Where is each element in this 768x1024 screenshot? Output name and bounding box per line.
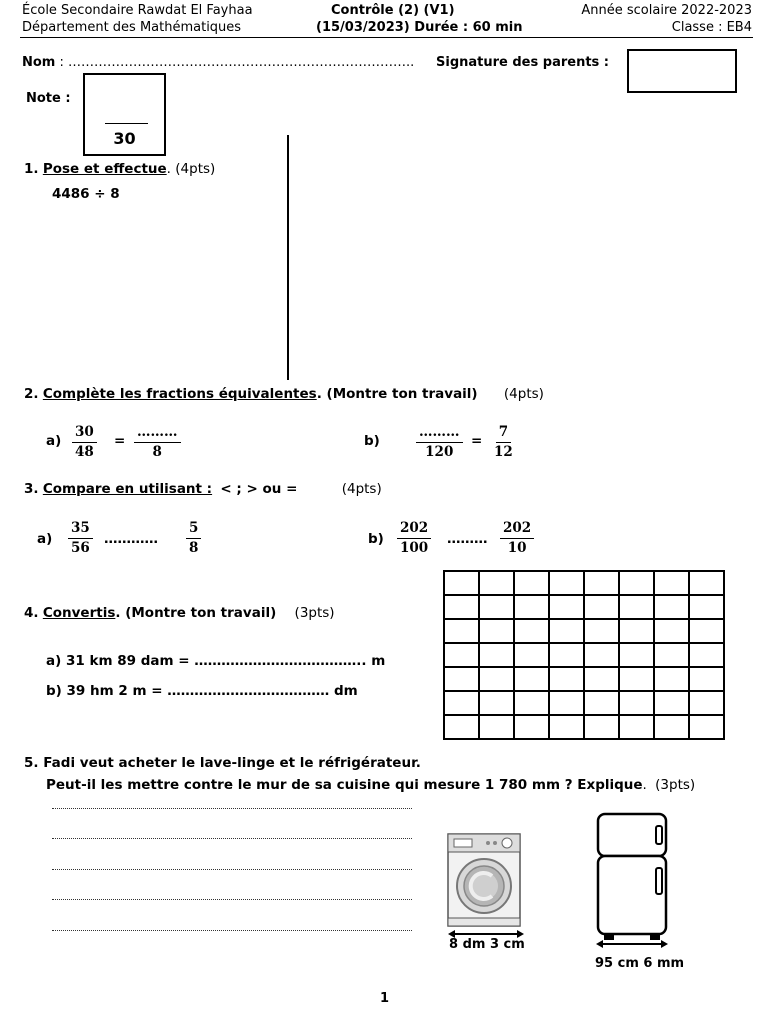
q2a-equals: =	[114, 433, 126, 449]
question-5-line-1	[24, 755, 421, 771]
q2-title: Complète les fractions équivalentes	[42, 386, 317, 402]
q2a-num-2[interactable]: ………	[134, 424, 181, 443]
q2-number: 2.	[24, 386, 39, 402]
school-year: Année scolaire 2022-2023	[581, 3, 752, 18]
q4-instruction: . (Montre ton travail)	[115, 605, 277, 621]
answer-line[interactable]	[52, 930, 412, 931]
name-row	[22, 55, 414, 70]
page-number: 1	[380, 991, 390, 1006]
q3b-fraction-2	[500, 520, 534, 557]
fridge-width-label: 95 cm 6 mm	[595, 956, 685, 971]
q2a-den-2: 8	[152, 444, 162, 460]
washer-width-label: 8 dm 3 cm	[449, 937, 525, 952]
signature-label: Signature des parents :	[436, 55, 609, 70]
q2a-label: a)	[46, 433, 62, 449]
q5-suffix: .	[642, 777, 647, 793]
question-2	[24, 386, 544, 402]
note-fraction-line	[105, 123, 148, 124]
note-total: 30	[113, 129, 136, 148]
question-1	[24, 161, 215, 177]
q2b-den-1: 120	[425, 444, 454, 460]
exam-date: (15/03/2023)	[316, 20, 410, 35]
q3a-fraction-1	[68, 520, 93, 557]
conversion-grid[interactable]	[443, 570, 725, 740]
q3b-answer-dots[interactable]: ………	[447, 531, 488, 547]
note-box[interactable]	[83, 73, 166, 156]
q3b-fraction-1	[397, 520, 431, 557]
q5-text-1: Fadi veut acheter le lave-linge et le réfrigérateur.	[43, 755, 421, 771]
q2a-fraction-2[interactable]	[134, 424, 181, 461]
q4-title: Convertis	[42, 605, 116, 621]
answer-line[interactable]	[52, 838, 412, 839]
q3a-num-2: 5	[186, 520, 201, 539]
q2a-den-1: 48	[75, 444, 94, 460]
q2b-den-2: 12	[494, 444, 513, 460]
refrigerator-icon	[590, 812, 674, 944]
q1-operation: 4486 ÷ 8	[52, 186, 120, 202]
q3b-den-1: 100	[400, 540, 429, 556]
q1-title: Pose et effectue	[42, 161, 167, 177]
q3a-label: a)	[37, 531, 53, 547]
q3b-den-2: 10	[507, 540, 527, 556]
q3-title: Compare en utilisant :	[42, 481, 213, 497]
q3b-num-2: 202	[500, 520, 534, 539]
q3b-label: b)	[368, 531, 384, 547]
note-label: Note :	[26, 91, 71, 106]
q3a-den-1: 56	[71, 540, 90, 556]
q4a-line[interactable]: a) 31 km 89 dam = ……………………………….. m	[46, 653, 386, 669]
q2-instruction: . (Montre ton travail)	[316, 386, 478, 402]
q3-number: 3.	[24, 481, 39, 497]
fridge-width-arrow	[594, 938, 670, 950]
q2-points: (4pts)	[503, 386, 544, 402]
q2b-num-1[interactable]: ………	[416, 424, 463, 443]
q3a-answer-dots[interactable]: …………	[104, 531, 158, 547]
q3a-num-1: 35	[68, 520, 93, 539]
q4-number: 4.	[24, 605, 39, 621]
name-field[interactable]: : ……………………………………………………………………..	[55, 55, 415, 70]
q1-points: (4pts)	[175, 161, 216, 177]
q3-symbols: < ; > ou =	[220, 481, 298, 497]
answer-line[interactable]	[52, 869, 412, 870]
q5-points: (3pts)	[655, 777, 696, 793]
q2b-num-2: 7	[496, 424, 511, 443]
washing-machine-icon	[440, 828, 526, 938]
question-5-line-2	[46, 777, 695, 793]
question-3	[24, 481, 382, 497]
q2a-num-1: 30	[72, 424, 97, 443]
q2b-label: b)	[364, 433, 380, 449]
q3a-den-2: 8	[189, 540, 199, 556]
name-label: Nom	[22, 55, 56, 70]
q2b-equals: =	[471, 433, 483, 449]
q2a-fraction-1	[72, 424, 97, 461]
exam-duration: Durée : 60 min	[414, 20, 523, 35]
class-label: Classe : EB4	[671, 20, 752, 35]
q3b-num-1: 202	[397, 520, 431, 539]
q3a-fraction-2	[186, 520, 201, 557]
q5-text-2: Peut-il les mettre contre le mur de sa cuisine qui mesure 1 780 mm ? Explique	[46, 777, 643, 793]
exam-title: Contrôle (2) (V1)	[331, 3, 455, 18]
department-name: Département des Mathématiques	[22, 20, 242, 35]
q3-points: (4pts)	[341, 481, 382, 497]
answer-line[interactable]	[52, 808, 412, 809]
q5-number: 5.	[24, 755, 39, 771]
work-divider-line	[287, 135, 289, 380]
q1-suffix: .	[166, 161, 171, 177]
header-divider	[20, 37, 753, 38]
q4-points: (3pts)	[294, 605, 335, 621]
exam-date-duration	[316, 20, 523, 36]
answer-line[interactable]	[52, 899, 412, 900]
q2b-fraction-2	[491, 424, 516, 461]
question-4	[24, 605, 335, 621]
q4b-line[interactable]: b) 39 hm 2 m = ……………………………… dm	[46, 683, 358, 699]
q1-number: 1.	[24, 161, 39, 177]
signature-box[interactable]	[627, 49, 737, 93]
q2b-fraction-1[interactable]	[416, 424, 463, 461]
school-name: École Secondaire Rawdat El Fayhaa	[22, 3, 253, 18]
